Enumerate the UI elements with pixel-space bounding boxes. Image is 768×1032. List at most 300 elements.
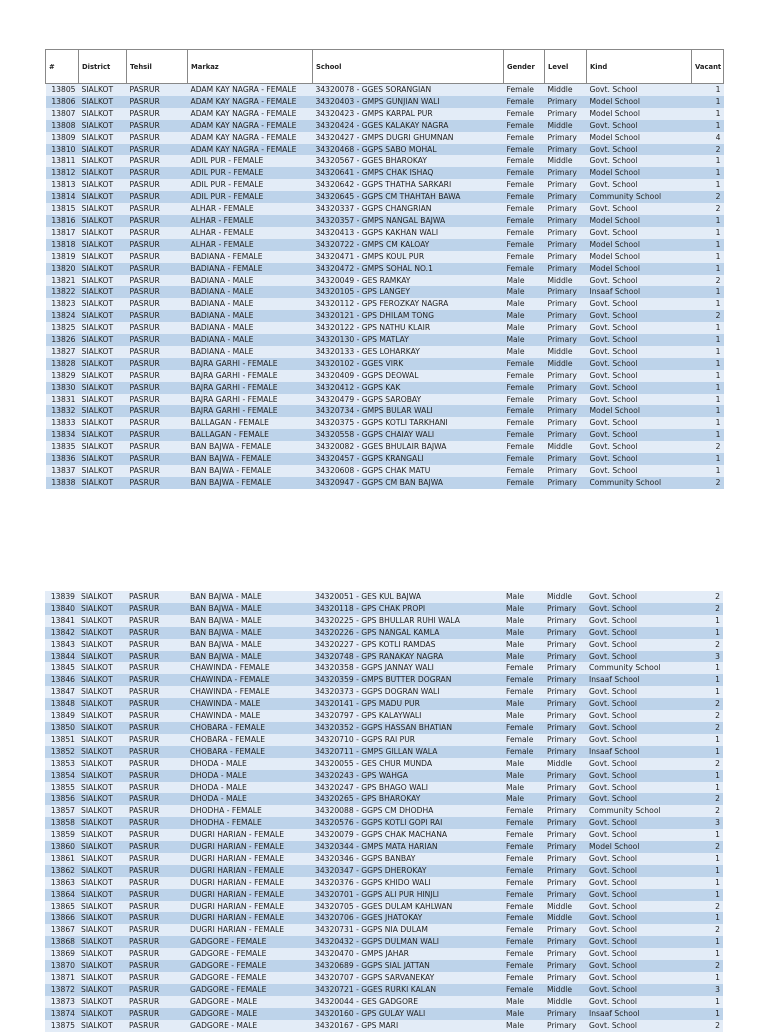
cell-school: 34320082 - GGES BHULAIR BAJWA	[313, 441, 504, 453]
cell-gender: Female	[504, 263, 545, 275]
cell-level: Middle	[545, 275, 587, 287]
cell-school: 34320112 - GPS FEROZKAY NAGRA	[313, 298, 504, 310]
cell-level: Middle	[544, 996, 586, 1008]
cell-index: 13825	[46, 322, 79, 334]
cell-vacant: 1	[691, 615, 723, 627]
cell-markaz: ADAM KAY NAGRA - FEMALE	[188, 144, 313, 156]
cell-district: SIALKOT	[78, 865, 126, 877]
cell-markaz: ADAM KAY NAGRA - FEMALE	[188, 108, 313, 120]
cell-index: 13806	[46, 96, 79, 108]
cell-school: 34320472 - GMPS SOHAL NO.1	[313, 263, 504, 275]
cell-school: 34320055 - GES CHUR MUNDA	[312, 758, 503, 770]
cell-district: SIALKOT	[79, 227, 127, 239]
cell-vacant: 1	[692, 322, 724, 334]
cell-kind: Govt. School	[586, 734, 691, 746]
cell-tehsil: PASRUR	[126, 1008, 187, 1020]
cell-school: 34320357 - GMPS NANGAL BAJWA	[313, 215, 504, 227]
table-row	[46, 120, 724, 132]
cell-kind: Govt. School	[587, 84, 692, 96]
cell-level: Primary	[545, 96, 587, 108]
cell-gender: Male	[503, 651, 544, 663]
cell-index: 13847	[45, 686, 78, 698]
cell-vacant: 3	[691, 817, 723, 829]
cell-kind: Community School	[587, 191, 692, 203]
cell-vacant: 4	[692, 132, 724, 144]
cell-vacant: 1	[692, 120, 724, 132]
cell-district: SIALKOT	[79, 298, 127, 310]
cell-school: 34320102 - GGES VIRK	[313, 358, 504, 370]
cell-kind: Govt. School	[586, 758, 691, 770]
cell-level: Primary	[544, 782, 586, 794]
table-row	[46, 239, 724, 251]
cell-gender: Male	[503, 793, 544, 805]
cell-gender: Female	[503, 924, 544, 936]
cell-vacant: 2	[691, 710, 723, 722]
cell-markaz: DUGRI HARIAN - FEMALE	[187, 901, 312, 913]
cell-tehsil: PASRUR	[126, 591, 187, 603]
cell-index: 13807	[46, 108, 79, 120]
cell-school: 34320479 - GGPS SAROBAY	[313, 394, 504, 406]
cell-markaz: BADIANA - MALE	[188, 334, 313, 346]
header-gender: Gender	[504, 50, 545, 84]
cell-district: SIALKOT	[79, 215, 127, 227]
cell-vacant: 2	[691, 960, 723, 972]
cell-kind: Govt. School	[586, 948, 691, 960]
cell-vacant: 1	[691, 865, 723, 877]
cell-markaz: BAN BAJWA - MALE	[187, 639, 312, 651]
cell-kind: Govt. School	[586, 901, 691, 913]
cell-district: SIALKOT	[78, 912, 126, 924]
cell-school: 34320044 - GES GADGORE	[312, 996, 503, 1008]
cell-level: Primary	[544, 793, 586, 805]
cell-school: 34320130 - GPS MATLAY	[313, 334, 504, 346]
cell-markaz: ALHAR - FEMALE	[188, 227, 313, 239]
cell-tehsil: PASRUR	[127, 334, 188, 346]
cell-tehsil: PASRUR	[127, 108, 188, 120]
table-row	[45, 639, 723, 651]
cell-kind: Govt. School	[586, 591, 691, 603]
cell-kind: Govt. School	[586, 782, 691, 794]
cell-kind: Govt. School	[586, 603, 691, 615]
cell-kind: Insaaf School	[587, 286, 692, 298]
cell-tehsil: PASRUR	[127, 429, 188, 441]
cell-vacant: 1	[692, 84, 724, 96]
header-markaz: Markaz	[188, 50, 313, 84]
table-row	[45, 960, 723, 972]
cell-vacant: 1	[691, 829, 723, 841]
cell-index: 13864	[45, 889, 78, 901]
cell-gender: Female	[504, 429, 545, 441]
cell-gender: Female	[504, 179, 545, 191]
cell-markaz: DHODA - MALE	[187, 793, 312, 805]
cell-index: 13851	[45, 734, 78, 746]
cell-gender: Female	[504, 405, 545, 417]
cell-markaz: BALLAGAN - FEMALE	[188, 417, 313, 429]
cell-index: 13865	[45, 901, 78, 913]
cell-tehsil: PASRUR	[126, 901, 187, 913]
table-row	[46, 132, 724, 144]
cell-school: 34320347 - GGPS DHEROKAY	[312, 865, 503, 877]
cell-level: Primary	[544, 639, 586, 651]
cell-markaz: BAN BAJWA - MALE	[187, 651, 312, 663]
cell-index: 13827	[46, 346, 79, 358]
cell-district: SIALKOT	[79, 465, 127, 477]
cell-gender: Female	[503, 662, 544, 674]
cell-district: SIALKOT	[79, 346, 127, 358]
cell-index: 13809	[46, 132, 79, 144]
cell-gender: Female	[504, 155, 545, 167]
cell-level: Primary	[545, 453, 587, 465]
cell-vacant: 1	[691, 734, 723, 746]
cell-kind: Govt. School	[587, 465, 692, 477]
cell-level: Primary	[544, 960, 586, 972]
table-row	[46, 144, 724, 156]
cell-kind: Govt. School	[587, 417, 692, 429]
table-body-2	[45, 591, 723, 1032]
cell-gender: Female	[504, 215, 545, 227]
cell-level: Primary	[544, 674, 586, 686]
cell-index: 13870	[45, 960, 78, 972]
cell-kind: Govt. School	[587, 310, 692, 322]
cell-markaz: BADIANA - FEMALE	[188, 251, 313, 263]
cell-vacant: 2	[692, 191, 724, 203]
cell-index: 13853	[45, 758, 78, 770]
cell-tehsil: PASRUR	[126, 829, 187, 841]
cell-gender: Male	[503, 782, 544, 794]
cell-tehsil: PASRUR	[127, 167, 188, 179]
cell-index: 13875	[45, 1020, 78, 1032]
cell-district: SIALKOT	[79, 394, 127, 406]
cell-level: Primary	[545, 405, 587, 417]
cell-tehsil: PASRUR	[126, 615, 187, 627]
cell-index: 13848	[45, 698, 78, 710]
table-row	[45, 746, 723, 758]
table-row	[45, 615, 723, 627]
cell-kind: Insaaf School	[586, 1008, 691, 1020]
cell-gender: Female	[503, 889, 544, 901]
header-kind: Kind	[587, 50, 692, 84]
cell-index: 13815	[46, 203, 79, 215]
cell-level: Primary	[545, 310, 587, 322]
cell-level: Primary	[544, 889, 586, 901]
cell-district: SIALKOT	[79, 263, 127, 275]
table-row	[46, 394, 724, 406]
cell-index: 13844	[45, 651, 78, 663]
cell-vacant: 1	[692, 346, 724, 358]
table-row	[45, 674, 723, 686]
cell-gender: Male	[503, 698, 544, 710]
cell-district: SIALKOT	[78, 924, 126, 936]
cell-tehsil: PASRUR	[126, 662, 187, 674]
cell-level: Middle	[544, 758, 586, 770]
cell-tehsil: PASRUR	[127, 382, 188, 394]
cell-vacant: 2	[692, 477, 724, 489]
cell-markaz: GADGORE - FEMALE	[187, 960, 312, 972]
cell-school: 34320344 - GMPS MATA HARIAN	[312, 841, 503, 853]
cell-gender: Female	[504, 227, 545, 239]
cell-kind: Govt. School	[587, 155, 692, 167]
cell-gender: Male	[503, 1008, 544, 1020]
cell-school: 34320721 - GGES RURKI KALAN	[312, 984, 503, 996]
cell-level: Middle	[544, 984, 586, 996]
cell-markaz: ALHAR - FEMALE	[188, 239, 313, 251]
cell-school: 34320227 - GPS KOTLI RAMDAS	[312, 639, 503, 651]
cell-vacant: 2	[692, 203, 724, 215]
cell-school: 34320088 - GGPS CM DHODHA	[312, 805, 503, 817]
cell-school: 34320457 - GGPS KRANGALI	[313, 453, 504, 465]
cell-markaz: CHAWINDA - MALE	[187, 698, 312, 710]
cell-kind: Govt. School	[586, 984, 691, 996]
cell-vacant: 2	[692, 275, 724, 287]
cell-school: 34320358 - GGPS JANNAY WALI	[312, 662, 503, 674]
cell-gender: Female	[504, 191, 545, 203]
cell-tehsil: PASRUR	[126, 793, 187, 805]
cell-school: 34320722 - GMPS CM KALOAY	[313, 239, 504, 251]
cell-index: 13869	[45, 948, 78, 960]
cell-gender: Male	[504, 286, 545, 298]
cell-tehsil: PASRUR	[126, 651, 187, 663]
cell-district: SIALKOT	[79, 191, 127, 203]
cell-tehsil: PASRUR	[127, 203, 188, 215]
cell-kind: Govt. School	[587, 346, 692, 358]
table-row	[45, 1020, 723, 1032]
cell-index: 13859	[45, 829, 78, 841]
cell-school: 34320121 - GPS DHILAM TONG	[313, 310, 504, 322]
cell-district: SIALKOT	[79, 405, 127, 417]
table-row	[45, 841, 723, 853]
cell-level: Primary	[545, 382, 587, 394]
cell-tehsil: PASRUR	[127, 215, 188, 227]
cell-gender: Male	[503, 996, 544, 1008]
cell-index: 13830	[46, 382, 79, 394]
cell-gender: Female	[504, 239, 545, 251]
cell-kind: Govt. School	[587, 453, 692, 465]
cell-gender: Male	[503, 710, 544, 722]
cell-markaz: DHODA - MALE	[187, 758, 312, 770]
cell-index: 13872	[45, 984, 78, 996]
cell-gender: Male	[503, 615, 544, 627]
table-row	[45, 829, 723, 841]
cell-tehsil: PASRUR	[126, 686, 187, 698]
cell-level: Middle	[545, 441, 587, 453]
cell-gender: Female	[504, 203, 545, 215]
cell-tehsil: PASRUR	[126, 710, 187, 722]
cell-tehsil: PASRUR	[127, 441, 188, 453]
cell-index: 13817	[46, 227, 79, 239]
cell-markaz: ADAM KAY NAGRA - FEMALE	[188, 96, 313, 108]
cell-index: 13837	[46, 465, 79, 477]
cell-vacant: 1	[692, 298, 724, 310]
cell-kind: Govt. School	[586, 698, 691, 710]
cell-index: 13849	[45, 710, 78, 722]
cell-kind: Model School	[586, 841, 691, 853]
cell-index: 13862	[45, 865, 78, 877]
cell-school: 34320051 - GES KUL BAJWA	[312, 591, 503, 603]
cell-vacant: 2	[691, 793, 723, 805]
table-row	[46, 358, 724, 370]
cell-kind: Govt. School	[586, 960, 691, 972]
cell-level: Primary	[544, 841, 586, 853]
cell-kind: Govt. School	[586, 627, 691, 639]
cell-kind: Govt. School	[586, 722, 691, 734]
cell-markaz: BAJRA GARHI - FEMALE	[188, 382, 313, 394]
cell-tehsil: PASRUR	[126, 960, 187, 972]
cell-level: Primary	[544, 805, 586, 817]
table-row	[45, 603, 723, 615]
cell-level: Primary	[544, 770, 586, 782]
table-row	[45, 984, 723, 996]
table-row	[45, 853, 723, 865]
cell-school: 34320141 - GPS MADU PUR	[312, 698, 503, 710]
cell-tehsil: PASRUR	[127, 239, 188, 251]
table-row	[45, 651, 723, 663]
cell-school: 34320122 - GPS NATHU KLAIR	[313, 322, 504, 334]
cell-tehsil: PASRUR	[127, 394, 188, 406]
table-row	[46, 310, 724, 322]
cell-markaz: GADGORE - MALE	[187, 1020, 312, 1032]
cell-kind: Govt. School	[587, 334, 692, 346]
cell-tehsil: PASRUR	[127, 96, 188, 108]
cell-markaz: ALHAR - FEMALE	[188, 215, 313, 227]
cell-district: SIALKOT	[79, 132, 127, 144]
cell-gender: Female	[503, 841, 544, 853]
cell-kind: Model School	[587, 239, 692, 251]
cell-district: SIALKOT	[78, 639, 126, 651]
cell-gender: Female	[503, 686, 544, 698]
cell-vacant: 1	[692, 215, 724, 227]
cell-district: SIALKOT	[79, 167, 127, 179]
cell-gender: Female	[503, 746, 544, 758]
cell-index: 13810	[46, 144, 79, 156]
cell-markaz: BAJRA GARHI - FEMALE	[188, 370, 313, 382]
cell-markaz: BAN BAJWA - MALE	[187, 627, 312, 639]
cell-district: SIALKOT	[79, 155, 127, 167]
cell-level: Primary	[545, 263, 587, 275]
cell-school: 34320337 - GGPS CHANGRIAN	[313, 203, 504, 215]
cell-school: 34320375 - GGPS KOTLI TARKHANI	[313, 417, 504, 429]
cell-school: 34320731 - GGPS NIA DULAM	[312, 924, 503, 936]
cell-vacant: 1	[691, 662, 723, 674]
cell-school: 34320705 - GGES DULAM KAHLWAN	[312, 901, 503, 913]
cell-index: 13857	[45, 805, 78, 817]
cell-district: SIALKOT	[79, 310, 127, 322]
cell-level: Primary	[545, 191, 587, 203]
vacancy-table-1	[45, 49, 724, 489]
cell-school: 34320734 - GMPS BULAR WALI	[313, 405, 504, 417]
cell-district: SIALKOT	[79, 453, 127, 465]
cell-gender: Female	[503, 960, 544, 972]
cell-district: SIALKOT	[78, 841, 126, 853]
cell-kind: Govt. School	[586, 853, 691, 865]
cell-index: 13858	[45, 817, 78, 829]
cell-gender: Male	[504, 275, 545, 287]
cell-markaz: CHOBARA - FEMALE	[187, 722, 312, 734]
cell-kind: Govt. School	[587, 429, 692, 441]
cell-vacant: 1	[692, 465, 724, 477]
cell-kind: Govt. School	[587, 358, 692, 370]
cell-index: 13874	[45, 1008, 78, 1020]
cell-vacant: 2	[691, 924, 723, 936]
cell-tehsil: PASRUR	[126, 1020, 187, 1032]
cell-district: SIALKOT	[79, 429, 127, 441]
cell-kind: Govt. School	[587, 179, 692, 191]
cell-markaz: BADIANA - FEMALE	[188, 263, 313, 275]
cell-kind: Govt. School	[586, 829, 691, 841]
cell-markaz: DUGRI HARIAN - FEMALE	[187, 912, 312, 924]
cell-vacant: 1	[692, 239, 724, 251]
table-row	[45, 722, 723, 734]
cell-school: 34320413 - GGPS KAKHAN WALI	[313, 227, 504, 239]
cell-tehsil: PASRUR	[126, 948, 187, 960]
cell-vacant: 1	[691, 782, 723, 794]
cell-markaz: GADGORE - FEMALE	[187, 972, 312, 984]
cell-level: Primary	[545, 203, 587, 215]
cell-index: 13850	[45, 722, 78, 734]
cell-markaz: GADGORE - MALE	[187, 1008, 312, 1020]
cell-vacant: 1	[692, 227, 724, 239]
cell-gender: Female	[503, 853, 544, 865]
cell-school: 34320265 - GPS BHAROKAY	[312, 793, 503, 805]
cell-level: Primary	[545, 429, 587, 441]
cell-tehsil: PASRUR	[127, 84, 188, 96]
table-row	[46, 227, 724, 239]
cell-kind: Govt. School	[586, 912, 691, 924]
cell-district: SIALKOT	[78, 1020, 126, 1032]
cell-tehsil: PASRUR	[127, 144, 188, 156]
cell-school: 34320403 - GMPS GUNJIAN WALI	[313, 96, 504, 108]
cell-index: 13866	[45, 912, 78, 924]
cell-index: 13823	[46, 298, 79, 310]
cell-kind: Govt. School	[587, 120, 692, 132]
cell-district: SIALKOT	[78, 722, 126, 734]
cell-level: Primary	[544, 853, 586, 865]
cell-vacant: 1	[691, 936, 723, 948]
cell-gender: Male	[504, 298, 545, 310]
cell-tehsil: PASRUR	[127, 155, 188, 167]
cell-school: 34320225 - GPS BHULLAR RUHI WALA	[312, 615, 503, 627]
cell-gender: Female	[504, 132, 545, 144]
cell-gender: Female	[503, 817, 544, 829]
cell-district: SIALKOT	[79, 417, 127, 429]
cell-level: Primary	[544, 734, 586, 746]
cell-tehsil: PASRUR	[127, 298, 188, 310]
cell-markaz: DUGRI HARIAN - FEMALE	[187, 924, 312, 936]
table-row	[45, 698, 723, 710]
cell-kind: Model School	[587, 251, 692, 263]
cell-level: Primary	[545, 417, 587, 429]
cell-vacant: 1	[691, 948, 723, 960]
table-row	[45, 912, 723, 924]
cell-vacant: 1	[691, 972, 723, 984]
table-row	[46, 251, 724, 263]
cell-index: 13826	[46, 334, 79, 346]
cell-index: 13824	[46, 310, 79, 322]
cell-tehsil: PASRUR	[127, 405, 188, 417]
cell-vacant: 1	[692, 417, 724, 429]
cell-district: SIALKOT	[78, 1008, 126, 1020]
cell-gender: Female	[503, 734, 544, 746]
table-row	[45, 591, 723, 603]
cell-district: SIALKOT	[79, 286, 127, 298]
table-row	[45, 662, 723, 674]
cell-school: 34320558 - GGPS CHAIAY WALI	[313, 429, 504, 441]
cell-tehsil: PASRUR	[127, 310, 188, 322]
cell-gender: Female	[504, 370, 545, 382]
cell-kind: Govt. School	[586, 615, 691, 627]
cell-district: SIALKOT	[78, 853, 126, 865]
table-row	[45, 1008, 723, 1020]
cell-index: 13873	[45, 996, 78, 1008]
